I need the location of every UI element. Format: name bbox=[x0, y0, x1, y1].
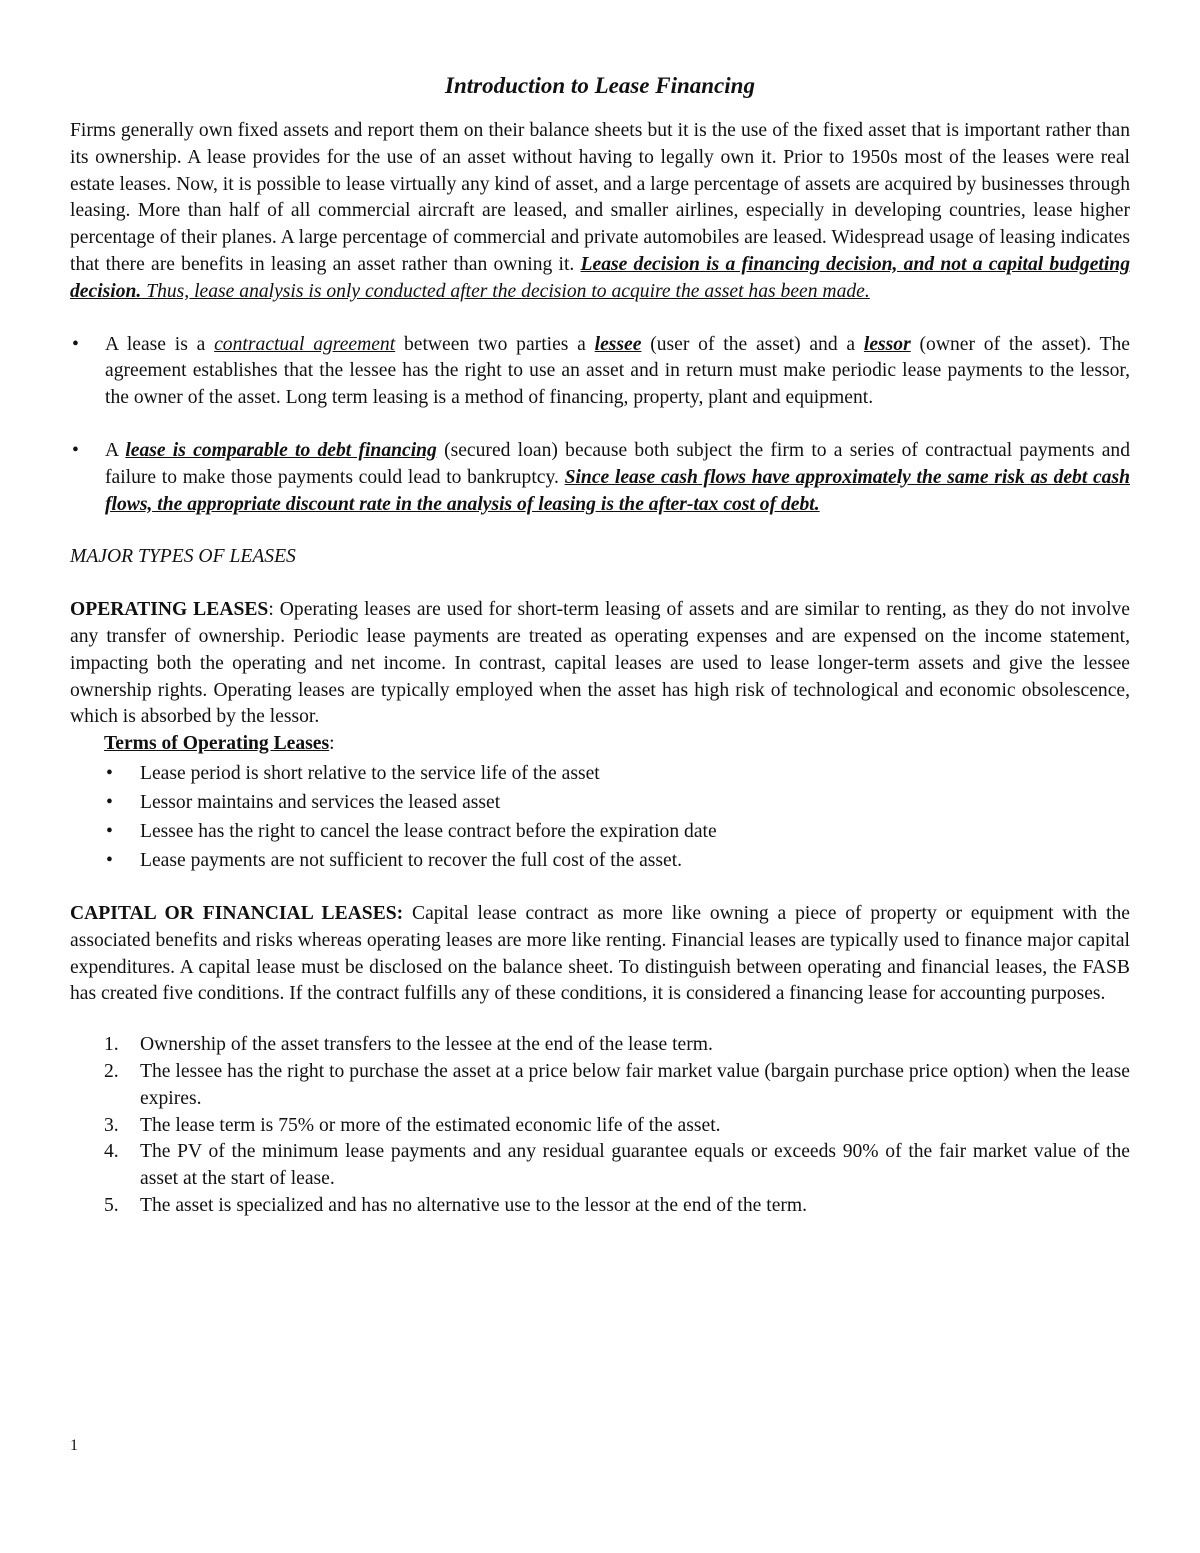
bullet-text: (user of the asset) and a bbox=[641, 333, 864, 355]
bullet-text: A lease is a bbox=[105, 333, 215, 355]
fasb-conditions-list bbox=[104, 1032, 1130, 1220]
condition-number: 1. bbox=[104, 1034, 119, 1056]
page-number: 1 bbox=[70, 1437, 78, 1454]
bullet-text: (owner of the asset). The agreement establishes that the lessee has the right to use an asset and in return must make periodic lease payments to the lessor, the owner of the asset. Long term leasing is a method of financing, property, plant and equipment. bbox=[105, 333, 1130, 409]
terms-item bbox=[104, 788, 1130, 817]
bullet-icon: • bbox=[106, 849, 113, 871]
bullet-item-debt bbox=[70, 438, 1130, 518]
bullet-emphasis: lessee bbox=[594, 333, 642, 355]
condition-number: 4. bbox=[104, 1141, 119, 1163]
bullet-icon: • bbox=[106, 762, 113, 784]
operating-leases-paragraph bbox=[70, 597, 1130, 731]
bullet-icon: • bbox=[72, 333, 79, 355]
terms-item-text: Lease payments are not sufficient to recover the full cost of the asset. bbox=[140, 849, 683, 871]
condition-item bbox=[104, 1059, 1130, 1113]
condition-number: 5. bbox=[104, 1194, 119, 1216]
terms-item bbox=[104, 846, 1130, 875]
condition-item bbox=[104, 1032, 1130, 1059]
terms-item bbox=[104, 817, 1130, 846]
capital-leases-paragraph bbox=[70, 901, 1130, 1008]
condition-text: The asset is specialized and has no alternative use to the lessor at the end of the term. bbox=[140, 1194, 808, 1216]
page-title: Introduction to Lease Financing bbox=[445, 73, 755, 98]
terms-heading-label: Terms of Operating Leases bbox=[104, 733, 330, 755]
terms-list bbox=[104, 759, 1130, 875]
document-body bbox=[70, 70, 1130, 1220]
capital-leases-text: Capital lease contract as more like owning a piece of property or equipment with the associated benefits and risks whereas operating leases are more like renting. Financial leases are typically used to finance major capital expenditures. A capital lease must be disclosed on the balance sheet. To distinguish between operating and financial leases, the FASB has created five conditions. If the contract fulfills any of these conditions, it is considered a financing lease for accounting purposes. bbox=[70, 902, 1130, 1005]
condition-item bbox=[104, 1113, 1130, 1140]
capital-leases-lead: CAPITAL OR FINANCIAL LEASES: bbox=[70, 902, 404, 924]
condition-item bbox=[104, 1139, 1130, 1193]
bullet-emphasis: lease is comparable to debt financing bbox=[125, 439, 437, 461]
operating-leases-lead: OPERATING LEASES bbox=[70, 599, 269, 621]
bullet-icon: • bbox=[106, 791, 113, 813]
condition-item bbox=[104, 1193, 1130, 1220]
bullet-emphasis: lessor bbox=[863, 333, 911, 355]
operating-leases-text: : Operating leases are used for short-term leasing of assets and are similar to renting, as they do not involve any transfer of ownership. Periodic lease payments are treated as operating expenses and are expensed on the income statement, impacting both the operating and net income. In contrast, capital leases are used to lease longer-term assets and give the lessee ownership rights. Operating leases are typically employed when the asset has high risk of technological and economic obsolescence, which is absorbed by the lessor. bbox=[70, 599, 1130, 728]
intro-emphasis: Lease decision is a financing decision, and not a capital budgeting decision. bbox=[70, 253, 1130, 302]
intro-paragraph bbox=[70, 118, 1130, 306]
terms-item-text: Lessee has the right to cancel the lease contract before the expiration date bbox=[140, 820, 717, 842]
terms-item-text: Lessor maintains and services the leased asset bbox=[140, 791, 501, 813]
condition-number: 3. bbox=[104, 1114, 119, 1136]
terms-item bbox=[104, 759, 1130, 788]
condition-text: The lease term is 75% or more of the estimated economic life of the asset. bbox=[140, 1114, 721, 1136]
bullet-emphasis: contractual agreement bbox=[214, 333, 396, 355]
bullet-icon: • bbox=[106, 820, 113, 842]
bullet-text: (secured loan) because both subject the firm to a series of contractual payments and failure to make those payments could lead to bankruptcy. bbox=[105, 439, 1131, 488]
condition-number: 2. bbox=[104, 1060, 119, 1082]
lease-bullet-list bbox=[70, 332, 1130, 519]
terms-heading-colon: : bbox=[329, 733, 335, 755]
bullet-text: between two parties a bbox=[395, 333, 595, 355]
section-heading-major-types: MAJOR TYPES OF LEASES bbox=[70, 546, 296, 568]
terms-heading bbox=[104, 731, 1130, 758]
terms-item-text: Lease period is short relative to the service life of the asset bbox=[140, 762, 600, 784]
condition-text: Ownership of the asset transfers to the lessee at the end of the lease term. bbox=[140, 1034, 713, 1056]
bullet-item-contractual bbox=[70, 332, 1130, 412]
intro-emphasis-tail: Thus, lease analysis is only conducted after the decision to acquire the asset has been made. bbox=[141, 280, 870, 302]
bullet-emphasis: Since lease cash flows have approximately the same risk as debt cash flows, the appropriate discount rate in the analysis of leasing is the after-tax cost of debt. bbox=[105, 466, 1130, 515]
condition-text: The lessee has the right to purchase the asset at a price below fair market value (bargain purchase price option) when the lease expires. bbox=[140, 1060, 1130, 1109]
condition-text: The PV of the minimum lease payments and any residual guarantee equals or exceeds 90% of the fair market value of the asset at the start of lease. bbox=[140, 1141, 1130, 1190]
bullet-text: A bbox=[105, 439, 126, 461]
intro-text: Firms generally own fixed assets and report them on their balance sheets but it is the use of the fixed asset that is important rather than its ownership. A lease provides for the use of an asset without having to legally own it. Prior to 1950s most of the leases were real estate leases. Now, it is possible to lease virtually any kind of asset, and a large percentage of assets are acquired by businesses through leasing. More than half of all commercial aircraft are leased, and smaller airlines, especially in developing countries, lease higher percentage of their planes. A large percentage of commercial and private automobiles are leased. Widespread usage of leasing indicates that there are benefits in leasing an asset rather than owning it. bbox=[70, 120, 1130, 275]
bullet-icon: • bbox=[72, 439, 79, 461]
